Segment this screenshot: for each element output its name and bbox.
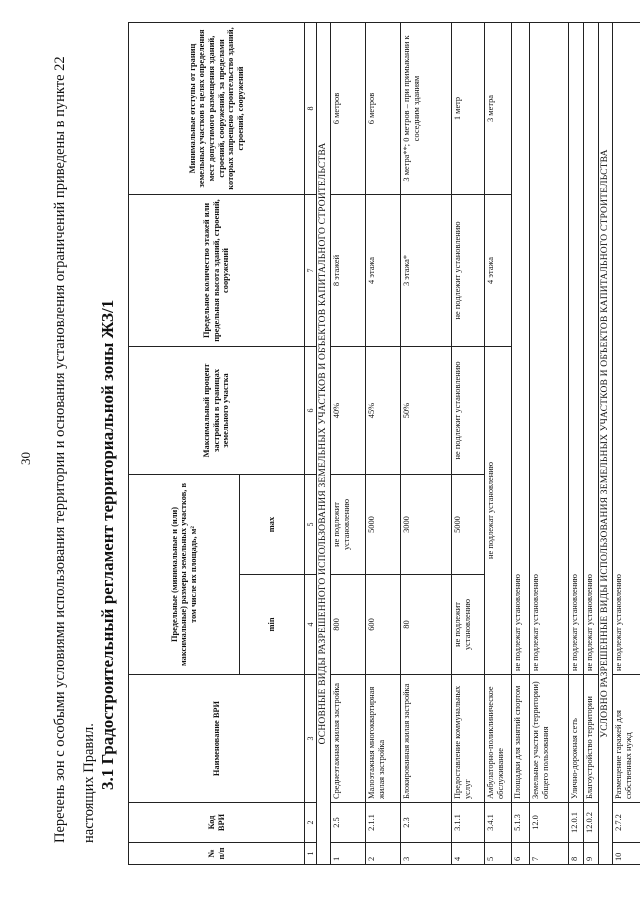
row-code: 12.0.1	[569, 803, 584, 843]
table-row	[331, 23, 366, 865]
section-row-conditional	[599, 23, 613, 865]
col-index: 8	[305, 23, 317, 195]
col-index: 4	[305, 575, 317, 675]
col-index: 5	[305, 475, 317, 575]
row-max: 5000	[366, 475, 401, 575]
page-number: 30	[18, 452, 33, 465]
header-percent: Максимальный процент застройки в границах земельного участка	[129, 347, 305, 475]
row-code: 2.7.2	[613, 803, 640, 843]
row-num: 8	[569, 843, 584, 865]
row-percent: 40%	[331, 347, 366, 475]
row-code: 5.1.3	[512, 803, 530, 843]
row-floors: 8 этажей	[331, 195, 366, 347]
row-code: 3.1.1	[452, 803, 485, 843]
row-code: 2.5	[331, 803, 366, 843]
row-num: 9	[584, 843, 599, 865]
row-name: Благоустройство территории	[584, 675, 599, 803]
row-name: Малоэтажная многоквартирная жилая застройка	[366, 675, 401, 803]
table-row	[569, 23, 584, 865]
header-floors: Предельное количество этажей или предельная высота зданий, строений, сооружений	[129, 195, 305, 347]
row-min: 800	[331, 575, 366, 675]
row-code: 2.1.1	[366, 803, 401, 843]
row-floors: 4 этажа	[366, 195, 401, 347]
row-num: 6	[512, 843, 530, 865]
section-heading: 3.1 Градостроительный регламент территориальной зоны ЖЗ/1	[98, 299, 117, 790]
table-row	[530, 23, 569, 865]
row-min: не подлежит установлению	[452, 575, 485, 675]
row-merged-value: не подлежат установлению	[512, 23, 530, 675]
row-name: Площадки для занятий спортом	[512, 675, 530, 803]
row-floors: не подлежит установлению	[452, 195, 485, 347]
col-index: 2	[305, 803, 317, 843]
row-max: не подлежит установлению	[331, 475, 366, 575]
row-num: 10	[613, 843, 640, 865]
header-setback: Минимальные отступы от границ земельных участков в целях определения мест допустимого размещения зданий, строений, сооружений, за пределами которых запрещено строительство зданий, строений, сооружений	[129, 23, 305, 195]
row-floors: 3 этажа*	[401, 195, 452, 347]
row-merged-value: не подлежат установлению	[530, 23, 569, 675]
row-percent: не подлежит установлению	[452, 347, 485, 475]
row-code: 12.0	[530, 803, 569, 843]
row-max: 5000	[452, 475, 485, 575]
row-num: 5	[485, 843, 512, 865]
row-name: Блокированная жилая застройка	[401, 675, 452, 803]
row-percent: 50%	[401, 347, 452, 475]
header-name: Наименование ВРИ	[129, 675, 305, 803]
col-index: 1	[305, 843, 317, 865]
col-index: 7	[305, 195, 317, 347]
row-num: 1	[331, 843, 366, 865]
row-num: 7	[530, 843, 569, 865]
row-name: Размещение гаражей для собственных нужд	[613, 675, 640, 803]
regulation-table	[128, 22, 640, 865]
col-index: 3	[305, 675, 317, 803]
column-index-row	[305, 23, 317, 865]
row-num: 2	[366, 843, 401, 865]
section-main-label: ОСНОВНЫЕ ВИДЫ РАЗРЕШЕННОГО ИСПОЛЬЗОВАНИЯ ЗЕМЕЛЬНЫХ УЧАСТКОВ И ОБЪЕКТОВ КАПИТАЛЬНОГО СТРОИТЕЛЬСТВА	[317, 23, 331, 865]
row-min: 600	[366, 575, 401, 675]
col-index: 6	[305, 347, 317, 475]
header-row	[129, 23, 240, 865]
row-setback: 6 метров	[366, 23, 401, 195]
row-num: 4	[452, 843, 485, 865]
row-name: Земельные участки (территории) общего пользования	[530, 675, 569, 803]
row-name: Среднеэтажная жилая застройка	[331, 675, 366, 803]
row-setback: 1 метр	[452, 23, 485, 195]
section-row-main	[317, 23, 331, 865]
row-code: 3.4.1	[485, 803, 512, 843]
row-setback: 6 метров	[331, 23, 366, 195]
row-merged-value: не подлежат установлению	[485, 347, 512, 675]
header-max: max	[240, 475, 305, 575]
header-min: min	[240, 575, 305, 675]
header-num: № п/п	[129, 843, 305, 865]
row-name: Улично-дорожная сеть	[569, 675, 584, 803]
row-name: Амбулаторно-поликлиническое обслуживание	[485, 675, 512, 803]
row-code: 2.3	[401, 803, 452, 843]
intro-paragraph: Перечень зон с особыми условиями использования территории и основания установления ограничений приведены в пункте 22 настоящих Правил.	[52, 56, 97, 843]
row-min: 80	[401, 575, 452, 675]
row-num: 3	[401, 843, 452, 865]
row-merged-value: не подлежат установлению	[613, 23, 640, 675]
row-code: 12.0.2	[584, 803, 599, 843]
table-row	[452, 23, 485, 865]
row-floors: 4 этажа	[485, 195, 512, 347]
table-row	[401, 23, 452, 865]
header-size: Предельные (минимальные и (или) максимальные) размеры земельных участков, в том числе их площадь, м²	[129, 475, 240, 675]
row-setback: 3 метра**; 0 метров – при примыкании к соседним зданиям	[401, 23, 452, 195]
section-conditional-label: УСЛОВНО РАЗРЕШЕННЫЕ ВИДЫ ИСПОЛЬЗОВАНИЯ ЗЕМЕЛЬНЫХ УЧАСТКОВ И ОБЪЕКТОВ КАПИТАЛЬНОГО СТРОИТЕЛЬСТВА	[599, 23, 613, 865]
row-setback: 3 метра	[485, 23, 512, 195]
row-max: 3000	[401, 475, 452, 575]
header-code: Код ВРИ	[129, 803, 305, 843]
row-name: Предоставление коммунальных услуг	[452, 675, 485, 803]
table-row	[613, 23, 640, 865]
table-row	[366, 23, 401, 865]
table-row	[485, 23, 512, 865]
row-percent: 45%	[366, 347, 401, 475]
row-merged-value: не подлежат установлению	[584, 23, 599, 675]
table-row	[584, 23, 599, 865]
table-row	[512, 23, 530, 865]
row-merged-value: не подлежат установлению	[569, 23, 584, 675]
